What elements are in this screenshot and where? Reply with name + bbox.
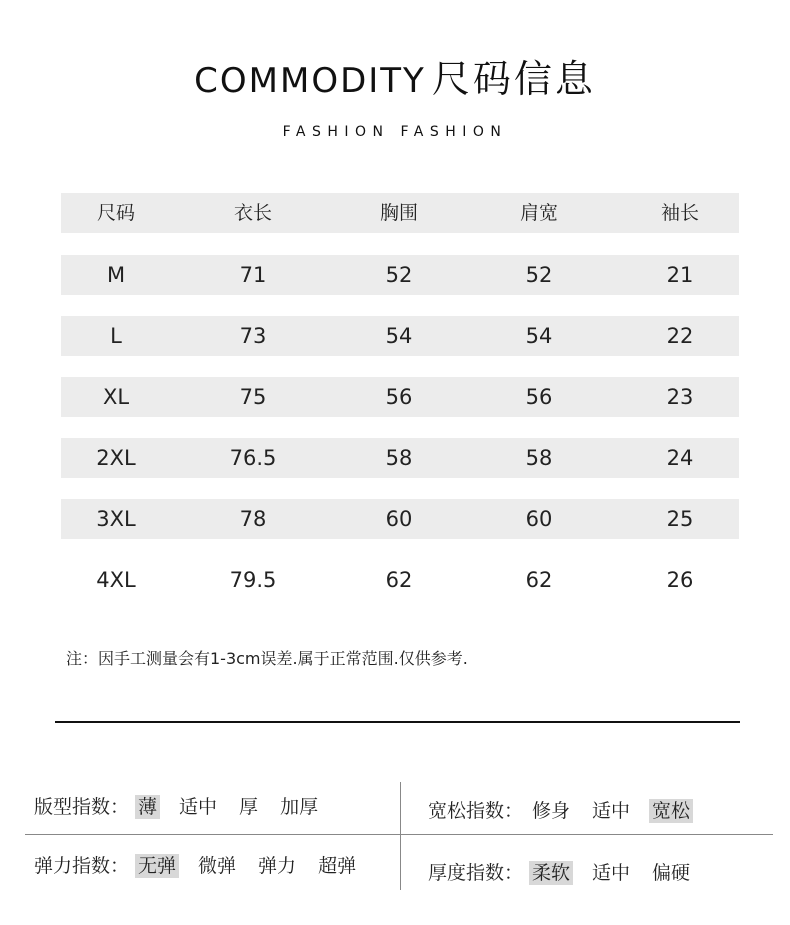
title-chinese: 尺码信息 <box>431 57 596 101</box>
table-cell: 75 <box>239 385 267 409</box>
feature-option: 适中 <box>592 800 631 822</box>
table-cell: 24 <box>666 446 694 470</box>
feature-label: 厚度指数： <box>428 862 524 884</box>
feature-option: 厚 <box>239 796 259 818</box>
feature-option: 微弹 <box>198 855 237 877</box>
feature-option: 修身 <box>532 800 571 822</box>
table-cell: 23 <box>666 385 694 409</box>
table-cell: 52 <box>525 263 553 287</box>
subtitle: FASHION FASHION <box>282 124 508 140</box>
table-row <box>61 316 739 356</box>
feature-option-selected: 柔软 <box>529 861 573 885</box>
feature-elasticity <box>34 851 375 878</box>
table-cell: 4XL <box>96 568 136 592</box>
table-cell: 54 <box>385 324 413 348</box>
table-row <box>61 377 739 417</box>
table-cell: 21 <box>666 263 694 287</box>
feature-label: 宽松指数： <box>428 800 524 822</box>
table-cell: 58 <box>525 446 553 470</box>
feature-grid-vertical-line <box>400 782 401 890</box>
feature-grid-horizontal-line <box>25 834 773 835</box>
feature-option: 弹力 <box>258 855 297 877</box>
table-cell: 62 <box>525 568 553 592</box>
table-cell: 54 <box>525 324 553 348</box>
feature-option: 超弹 <box>318 855 357 877</box>
table-cell: 58 <box>385 446 413 470</box>
page-title <box>0 48 790 103</box>
table-cell: 56 <box>525 385 553 409</box>
measurement-note: 注：因手工测量会有1-3cm误差.属于正常范围.仅供参考. <box>66 649 468 668</box>
table-cell: 60 <box>385 507 413 531</box>
table-row <box>61 499 739 539</box>
column-header: 胸围 <box>379 202 418 224</box>
feature-label: 版型指数： <box>34 796 130 818</box>
table-cell: L <box>110 324 122 348</box>
feature-option: 加厚 <box>280 796 319 818</box>
table-cell: 60 <box>525 507 553 531</box>
table-cell: 76.5 <box>229 446 277 470</box>
feature-thickness <box>428 858 709 885</box>
table-row <box>61 560 739 600</box>
table-cell: M <box>106 263 126 287</box>
table-cell: XL <box>102 385 130 409</box>
table-cell: 62 <box>385 568 413 592</box>
table-cell: 56 <box>385 385 413 409</box>
column-header: 衣长 <box>233 202 272 224</box>
table-cell: 78 <box>239 507 267 531</box>
table-row <box>61 438 739 478</box>
feature-label: 弹力指数： <box>34 855 130 877</box>
feature-fit-type <box>34 792 337 819</box>
feature-option-selected: 薄 <box>135 795 160 819</box>
column-header: 袖长 <box>660 202 699 224</box>
feature-option: 适中 <box>179 796 218 818</box>
feature-looseness <box>428 796 709 823</box>
table-cell: 79.5 <box>229 568 277 592</box>
column-header: 尺码 <box>96 202 135 224</box>
feature-option: 偏硬 <box>652 862 691 884</box>
section-divider <box>55 721 740 723</box>
size-table-header <box>61 193 739 233</box>
table-cell: 71 <box>239 263 267 287</box>
table-cell: 26 <box>666 568 694 592</box>
feature-option-selected: 宽松 <box>649 799 693 823</box>
table-row <box>61 255 739 295</box>
table-cell: 52 <box>385 263 413 287</box>
title-english: COMMODITY <box>194 61 426 101</box>
table-cell: 3XL <box>96 507 136 531</box>
table-cell: 73 <box>239 324 267 348</box>
table-cell: 22 <box>666 324 694 348</box>
table-cell: 25 <box>666 507 694 531</box>
column-header: 肩宽 <box>519 202 558 224</box>
feature-option-selected: 无弹 <box>135 854 179 878</box>
table-cell: 2XL <box>96 446 136 470</box>
feature-option: 适中 <box>592 862 631 884</box>
